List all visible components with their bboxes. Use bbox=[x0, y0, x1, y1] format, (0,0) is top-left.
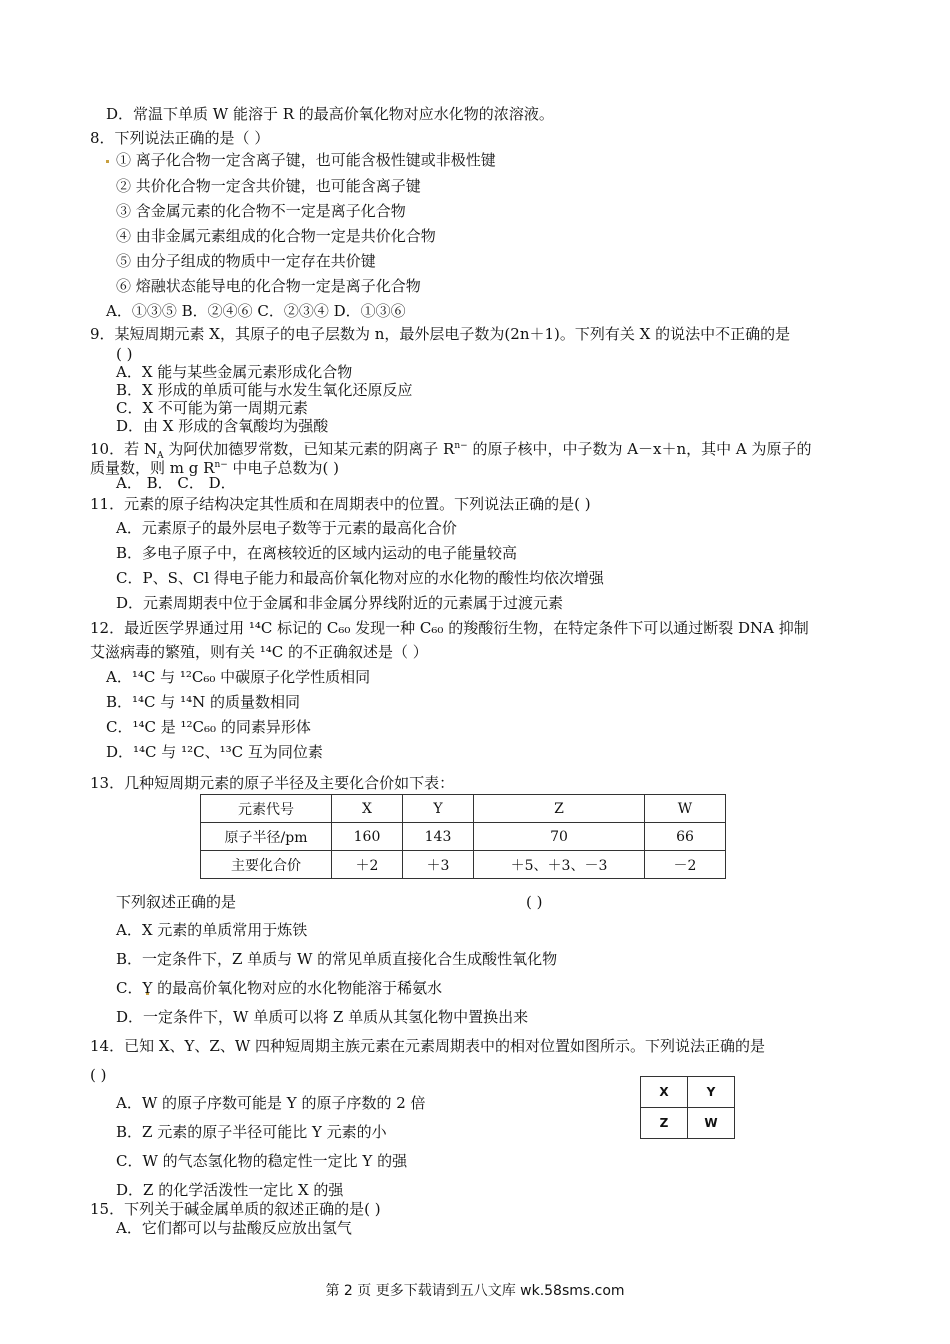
q14-option-a: A．W 的原子序数可能是 Y 的原子序数的 2 倍 bbox=[116, 1094, 426, 1112]
q11-option-c: C．P、S、Cl 得电子能力和最高价氧化物对应的水化物的酸性均依次增强 bbox=[116, 569, 604, 587]
q14-option-c: C．W 的气态氢化物的稳定性一定比 Y 的强 bbox=[116, 1152, 408, 1170]
table-cell: ＋3 bbox=[403, 851, 474, 879]
q10-line2-b: 中电子总数为( ) bbox=[227, 459, 340, 477]
q12-option-b: B．¹⁴C 与 ¹⁴N 的质量数相同 bbox=[106, 693, 300, 711]
q13-option-b: B．一定条件下，Z 单质与 W 的常见单质直接化合生成酸性氧化物 bbox=[116, 950, 558, 968]
q15-option-a: A．它们都可以与盐酸反应放出氢气 bbox=[116, 1219, 352, 1237]
grid-cell: Z bbox=[641, 1108, 688, 1139]
q10-stem-sup: n− bbox=[454, 441, 468, 451]
table-cell: 元素代号 bbox=[201, 795, 332, 823]
q14-option-b: B．Z 元素的原子半径可能比 Y 元素的小 bbox=[116, 1123, 387, 1141]
q12-stem-line1: 12．最近医学界通过用 ¹⁴C 标记的 C₆₀ 发现一种 C₆₀ 的羧酸衍生物，在特定条件下可以通过断裂 DNA 抑制 bbox=[90, 619, 809, 637]
table-row bbox=[641, 1108, 735, 1139]
table-row bbox=[201, 851, 726, 879]
q11-option-d: D．元素周期表中位于金属和非金属分界线附近的元素属于过渡元素 bbox=[116, 594, 564, 612]
q14-option-d: D．Z 的化学活泼性一定比 X 的强 bbox=[116, 1181, 344, 1199]
q12-option-a: A．¹⁴C 与 ¹²C₆₀ 中碳原子化学性质相同 bbox=[106, 668, 371, 686]
table-cell: 66 bbox=[645, 823, 726, 851]
q8-options: A．①③⑤ B．②④⑥ C．②③④ D．①③⑥ bbox=[106, 302, 406, 320]
q12-option-c: C．¹⁴C 是 ¹²C₆₀ 的同素异形体 bbox=[106, 718, 311, 736]
q9-paren: ( ) bbox=[116, 345, 133, 363]
q7-option-d: D．常温下单质 W 能溶于 R 的最高价氧化物对应水化物的浓溶液。 bbox=[106, 105, 554, 123]
table-cell: ＋2 bbox=[332, 851, 403, 879]
q11-option-b: B．多电子原子中，在离核较近的区域内运动的电子能量较高 bbox=[116, 544, 518, 562]
q13-prompt: 下列叙述正确的是 bbox=[116, 893, 237, 911]
q15-stem: 15．下列关于碱金属单质的叙述正确的是( ) bbox=[90, 1200, 381, 1218]
q13-stem: 13．几种短周期元素的原子半径及主要化合价如下表： bbox=[90, 774, 455, 792]
q9-stem: 9．某短周期元素 X，其原子的电子层数为 n，最外层电子数为(2n＋1)。下列有关 X 的说法中不正确的是 bbox=[90, 325, 791, 343]
q8-stem: 8．下列说法正确的是（ ） bbox=[90, 129, 270, 147]
q8-item-6: ⑥ 熔融状态能导电的化合物一定是离子化合物 bbox=[116, 277, 421, 295]
q14-stem: 14．已知 X、Y、Z、W 四种短周期主族元素在元素周期表中的相对位置如图所示。下列说法正确的是 bbox=[90, 1037, 766, 1055]
q10-line2-sup: n− bbox=[214, 460, 228, 470]
table-cell: 原子半径/pm bbox=[201, 823, 332, 851]
grid-cell: Y bbox=[688, 1077, 735, 1108]
table-cell: ＋5、＋3、－3 bbox=[474, 851, 645, 879]
q8-item-4: ④ 由非金属元素组成的化合物一定是共价化合物 bbox=[116, 227, 436, 245]
q12-option-d: D．¹⁴C 与 ¹²C、¹³C 互为同位素 bbox=[106, 743, 323, 761]
table-cell: Z bbox=[474, 795, 645, 823]
q10-stem-c: 的原子核中，中子数为 A－x＋n，其中 A 为原子的 bbox=[467, 440, 812, 458]
q14-periodic-grid bbox=[640, 1076, 735, 1139]
marker-dot bbox=[106, 160, 109, 163]
q10-line2-a: 质量数，则 m g R bbox=[90, 459, 215, 477]
grid-cell: W bbox=[688, 1108, 735, 1139]
table-row bbox=[641, 1077, 735, 1108]
table-cell: Y bbox=[403, 795, 474, 823]
table-cell: －2 bbox=[645, 851, 726, 879]
q11-option-a: A．元素原子的最外层电子数等于元素的最高化合价 bbox=[116, 519, 457, 537]
q8-item-2: ② 共价化合物一定含共价键，也可能含离子键 bbox=[116, 177, 421, 195]
grid-cell: X bbox=[641, 1077, 688, 1108]
q13-option-d: D．一定条件下，W 单质可以将 Z 单质从其氢化物中置换出来 bbox=[116, 1008, 529, 1026]
table-cell: X bbox=[332, 795, 403, 823]
q9-option-a: A．X 能与某些金属元素形成化合物 bbox=[116, 363, 353, 381]
q10-stem-sub: A bbox=[156, 451, 164, 461]
q13-option-a: A．X 元素的单质常用于炼铁 bbox=[116, 921, 308, 939]
table-row bbox=[201, 823, 726, 851]
q8-item-1: ① 离子化合物一定含离子键，也可能含极性键或非极性键 bbox=[116, 151, 496, 169]
q13-paren: ( ) bbox=[526, 893, 543, 911]
q10-options: A． B． C． D． bbox=[116, 474, 236, 492]
table-cell: 143 bbox=[403, 823, 474, 851]
table-cell: W bbox=[645, 795, 726, 823]
q10-stem-a: 10．若 N bbox=[90, 440, 157, 458]
q13-table bbox=[200, 794, 726, 879]
q9-option-c: C．X 不可能为第一周期元素 bbox=[116, 399, 308, 417]
q9-option-b: B．X 形成的单质可能与水发生氧化还原反应 bbox=[116, 381, 413, 399]
q8-item-5: ⑤ 由分子组成的物质中一定存在共价键 bbox=[116, 252, 376, 270]
q11-stem: 11．元素的原子结构决定其性质和在周期表中的位置。下列说法正确的是( ) bbox=[90, 495, 591, 513]
q8-item-3: ③ 含金属元素的化合物不一定是离子化合物 bbox=[116, 202, 406, 220]
q13-option-c: C．Y 的最高价氧化物对应的水化物能溶于稀氨水 bbox=[116, 979, 443, 997]
q10-stem-b: 为阿伏加德罗常数，已知某元素的阴离子 R bbox=[163, 440, 455, 458]
q14-paren: ( ) bbox=[90, 1066, 107, 1084]
table-cell: 70 bbox=[474, 823, 645, 851]
q12-stem-line2: 艾滋病毒的繁殖，则有关 ¹⁴C 的不正确叙述是（ ） bbox=[90, 643, 428, 661]
page-footer: 第 2 页 更多下载请到五八文库 wk.58sms.com bbox=[325, 1283, 625, 1299]
table-cell: 160 bbox=[332, 823, 403, 851]
q9-option-d: D．由 X 形成的含氧酸均为强酸 bbox=[116, 417, 329, 435]
table-cell: 主要化合价 bbox=[201, 851, 332, 879]
table-row bbox=[201, 795, 726, 823]
